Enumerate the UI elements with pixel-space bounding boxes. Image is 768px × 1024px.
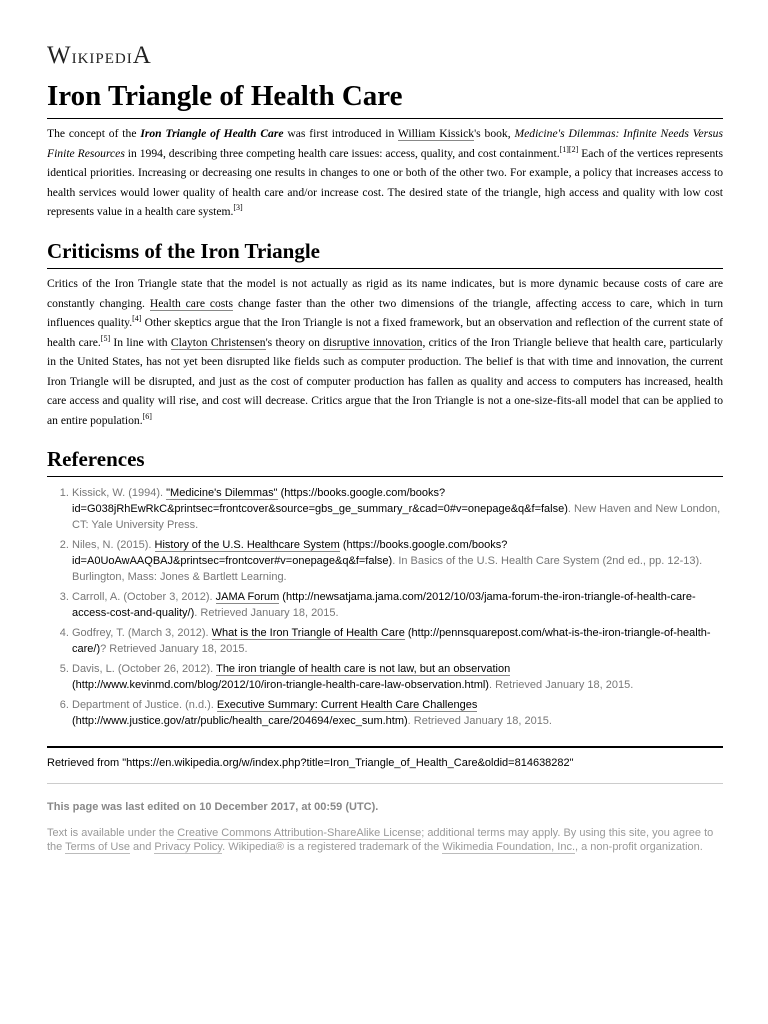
last-edited-info: This page was last edited on 10 December 2017, at 00:59 (UTC). (47, 801, 379, 813)
health-care-costs-link[interactable]: Health care costs (149, 296, 234, 310)
citation-link[interactable]: [4] (132, 314, 142, 324)
license-text: Text is available under the (47, 827, 178, 839)
crit-text: Critics of the Iron Triangle state that the model is not actually as rigid as its name indicates, but is more dynamic because costs of care are constantly changing. (47, 277, 723, 310)
ref-url[interactable]: (http://www.justice.gov/atr/public/health_care/204694/exec_sum.htm) (72, 715, 408, 727)
license-text: ; additional terms may apply. By using this site, you agree to the (47, 827, 714, 853)
ref-author: Kissick, W. (1994). (72, 487, 167, 499)
crit-text: change faster than the other two dimensions of the triangle, affecting access to care, which in turn influences quality. (47, 296, 724, 329)
ref-post: . Retrieved January 18, 2015. (407, 715, 552, 727)
intro-paragraph (47, 124, 723, 222)
citation-link[interactable]: [3] (233, 203, 243, 213)
logo-first-letter: W (47, 42, 72, 69)
ref-author: Carroll, A. (October 3, 2012). (72, 591, 216, 603)
ref-url[interactable]: (https://books.google.com/books?id=G038jRhEwRkC&printsec=frontcover&source=gbs_ge_summary_r&cad=0#v=onepage&q&f=false) (72, 487, 568, 515)
reference-item (72, 661, 723, 693)
reference-item (72, 625, 723, 657)
reference-item (72, 589, 723, 621)
christensen-link[interactable]: Clayton Christensen (170, 335, 266, 349)
license-text: , a non-profit organization. (575, 841, 703, 853)
wikimedia-foundation-link[interactable]: Wikimedia Foundation, Inc. (442, 841, 576, 853)
intro-bold-term: Iron Triangle of Health Care (140, 127, 284, 140)
license-notice (47, 826, 723, 854)
ref-author: Godfrey, T. (March 3, 2012). (72, 627, 212, 639)
page-title: Iron Triangle of Health Care (47, 78, 723, 119)
license-text: and (129, 841, 155, 853)
footer-separator (47, 783, 723, 784)
terms-of-use-link[interactable]: Terms of Use (65, 841, 130, 853)
ref-url[interactable]: (http://newsatjama.jama.com/2012/10/03/jama-forum-the-iron-triangle-of-health-care-access-cost-and-quality/) (72, 591, 696, 619)
crit-text: 's theory on (265, 335, 324, 349)
ref-title-link[interactable]: Executive Summary: Current Health Care Challenges (216, 699, 478, 711)
ref-title-link[interactable]: JAMA Forum (215, 591, 280, 603)
intro-text: 's book, (474, 127, 515, 140)
intro-text: was first introduced in (283, 127, 398, 140)
ref-title-link[interactable]: What is the Iron Triangle of Health Care (211, 627, 405, 639)
citation-link[interactable]: [6] (142, 411, 152, 421)
privacy-policy-link[interactable]: Privacy Policy (154, 841, 223, 853)
ref-url[interactable]: (https://books.google.com/books?id=A0UoAwAAQBAJ&printsec=frontcover#v=onepage&q&f=false) (72, 539, 508, 567)
crit-text: In line with (110, 335, 171, 349)
reference-item (72, 485, 723, 533)
crit-text: Other skeptics argue that the Iron Triangle is not a fixed framework, but an observation and reflection of the current state of health care. (47, 316, 723, 349)
ref-post: ? Retrieved January 18, 2015. (100, 643, 248, 655)
ref-title-link[interactable]: History of the U.S. Healthcare System (154, 539, 340, 551)
license-text: . Wikipedia® is a registered trademark of the (222, 841, 443, 853)
intro-text: The concept of the (47, 127, 141, 140)
citation-link[interactable]: [5] (100, 333, 111, 343)
ref-title-link[interactable]: "Medicine's Dilemmas" (166, 487, 278, 499)
ref-post: . New Haven and New London, CT: Yale University Press. (72, 503, 721, 531)
references-list (47, 485, 723, 733)
ref-author: Niles, N. (2015). (72, 539, 155, 551)
ref-post: . Retrieved January 18, 2015. (194, 607, 339, 619)
intro-text: Each of the vertices represents identical priorities. Increasing or decreasing one results in changes to one or both of the other two. For example, a policy that increases access to health services would lower quality of health care and/or increase cost. The desired state of the triangle, high access and quality with low cost represents value in a health care system. (47, 146, 723, 218)
book-title: Medicine's Dilemmas: Infinite Needs Versus Finite Resources (47, 127, 723, 160)
section-heading-references: References (47, 446, 723, 477)
reference-item (72, 697, 723, 729)
ref-url[interactable]: (http://pennsquarepost.com/what-is-the-iron-triangle-of-health-care/) (72, 627, 711, 655)
citation-link[interactable]: [1] (559, 144, 569, 154)
wikipedia-logo[interactable] (47, 42, 152, 70)
cc-license-link[interactable]: Creative Commons Attribution-ShareAlike License (177, 827, 422, 839)
reference-item (72, 537, 723, 585)
crit-text: , critics of the Iron Triangle believe that health care, particularly in the United States, has not yet been disrupted like fields such as computer production. The belief is that with time and innovation, the current Iron Triangle will be disrupted, and just as the cost of computer production has fallen as quality and access to computers has increased, health care access and quality will rise, and cost will decrease. Critics argue that the Iron Triangle is not a one-size-fits-all model that can be applied to an entire population. (47, 335, 723, 427)
retrieved-from-link[interactable]: Retrieved from "https://en.wikipedia.org/w/index.php?title=Iron_Triangle_of_Health_Care&oldid=814638282" (47, 757, 574, 769)
intro-text: in 1994, describing three competing health care issues: access, quality, and cost containment. (124, 146, 560, 160)
ref-post: . In Basics of the U.S. Health Care System (2nd ed., pp. 12-13). Burlington, Mass: Jones & Bartlett Learning. (72, 555, 703, 583)
disruptive-innovation-link[interactable]: disruptive innovation (323, 335, 423, 349)
logo-last-letter: A (132, 42, 152, 69)
ref-author: Department of Justice. (n.d.). (72, 699, 217, 711)
criticisms-paragraph (47, 274, 723, 430)
ref-author: Davis, L. (October 26, 2012). (72, 663, 217, 675)
citation-link[interactable]: [2] (568, 144, 579, 154)
ref-title-link[interactable]: The iron triangle of health care is not law, but an observation (216, 663, 511, 675)
ref-url[interactable]: (http://www.kevinmd.com/blog/2012/10/iron-triangle-health-care-law-observation.html) (72, 679, 489, 691)
section-heading-criticisms: Criticisms of the Iron Triangle (47, 238, 723, 269)
ref-post: . Retrieved January 18, 2015. (488, 679, 634, 691)
logo-middle: ikipedi (71, 43, 133, 68)
author-link[interactable]: William Kissick (397, 127, 475, 140)
footer-divider (47, 746, 723, 748)
